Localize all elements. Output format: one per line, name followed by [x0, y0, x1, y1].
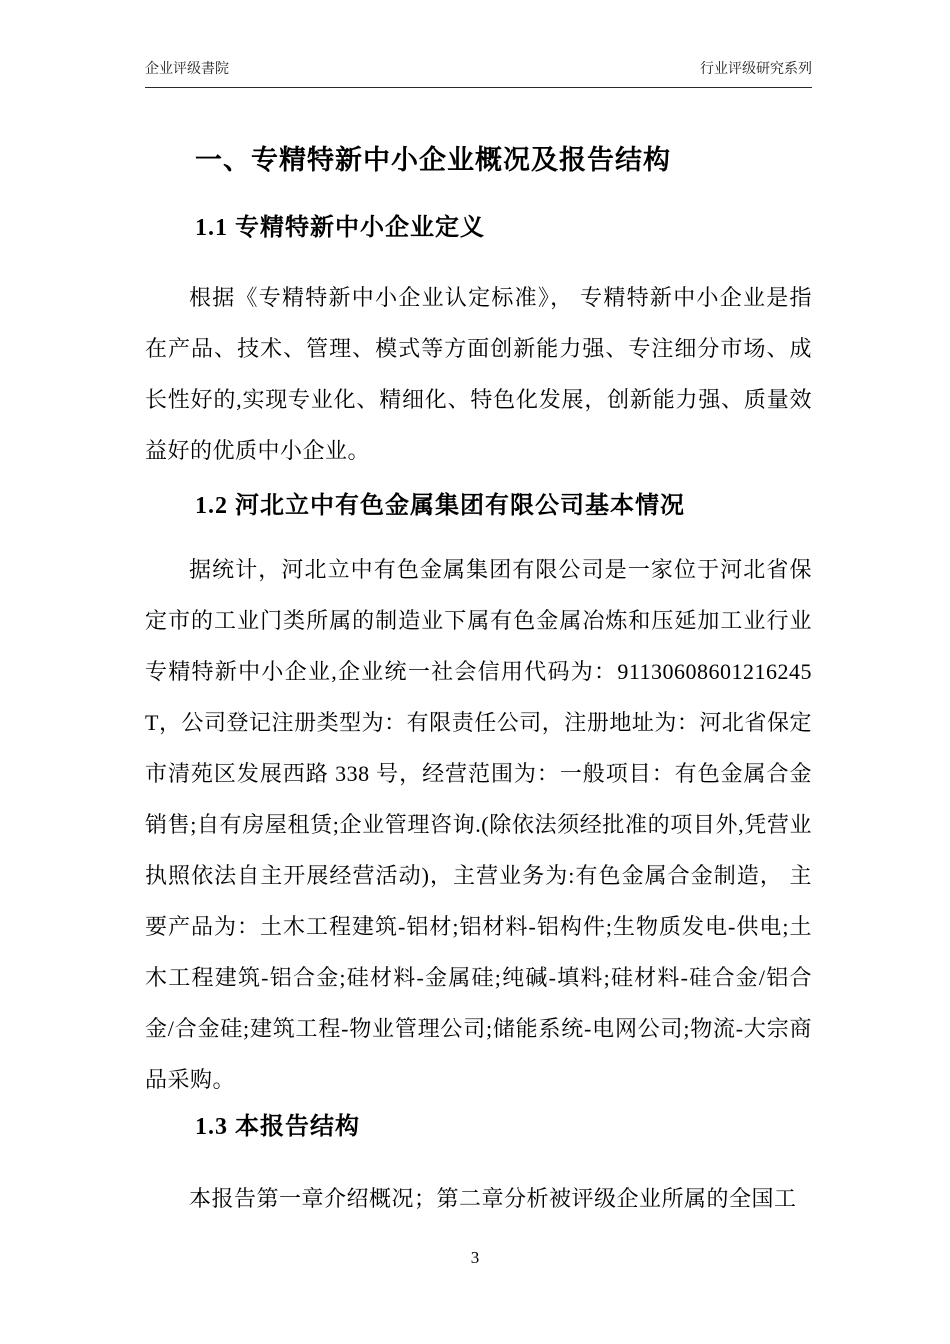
paragraph-1-2: 据统计，河北立中有色金属集团有限公司是一家位于河北省保定市的工业门类所属的制造业下属有色金属冶炼和压延加工业行业专精特新中小企业,企业统一社会信用代码为：91130608601216245T，公司登记注册类型为：有限责任公司，注册地址为：河北省保定市清苑区发展西路 338 号，经营范围为：一般项目：有色金属合金销售;自有房屋租赁;企业管理咨询.(除依法须经批准的项目外,凭营业执照依法自主开展经营活动)，主营业务为:有色金属合金制造， 主要产品为：土木工程建筑-铝材;铝材料-铝构件;生物质发电-供电;土木工程建筑-铝合金;硅材料-金属硅;纯碱-填料;硅材料-硅合金/铝合金/合金硅;建筑工程-物业管理公司;储能系统-电网公司;物流-大宗商品采购。 [145, 557, 812, 1092]
paragraph-1-3: 本报告第一章介绍概况；第二章分析被评级企业所属的全国工 [189, 1186, 797, 1211]
header-right-text: 行业评级研究系列 [700, 60, 812, 76]
page-number: 3 [470, 1248, 480, 1267]
subsection-heading-1-2: 1.2 河北立中有色金属集团有限公司基本情况 [195, 493, 685, 519]
paragraph-1-1: 根据《专精特新中小企业认定标准》， 专精特新中小企业是指在产品、技术、管理、模式等方面创新能力强、专注细分市场、成长性好的,实现专业化、精细化、特色化发展，创新能力强、质量效益好的优质中小企业。 [145, 285, 812, 463]
subsection-heading-1-1: 1.1 专精特新中小企业定义 [195, 215, 485, 241]
chapter-heading: 一、专精特新中小企业概况及报告结构 [195, 145, 671, 175]
document-body [145, 0, 812, 1224]
subsection-heading-1-3: 1.3 本报告结构 [195, 1114, 360, 1140]
header-left-text: 企业评级書院 [145, 60, 229, 76]
page-footer [0, 1248, 950, 1268]
